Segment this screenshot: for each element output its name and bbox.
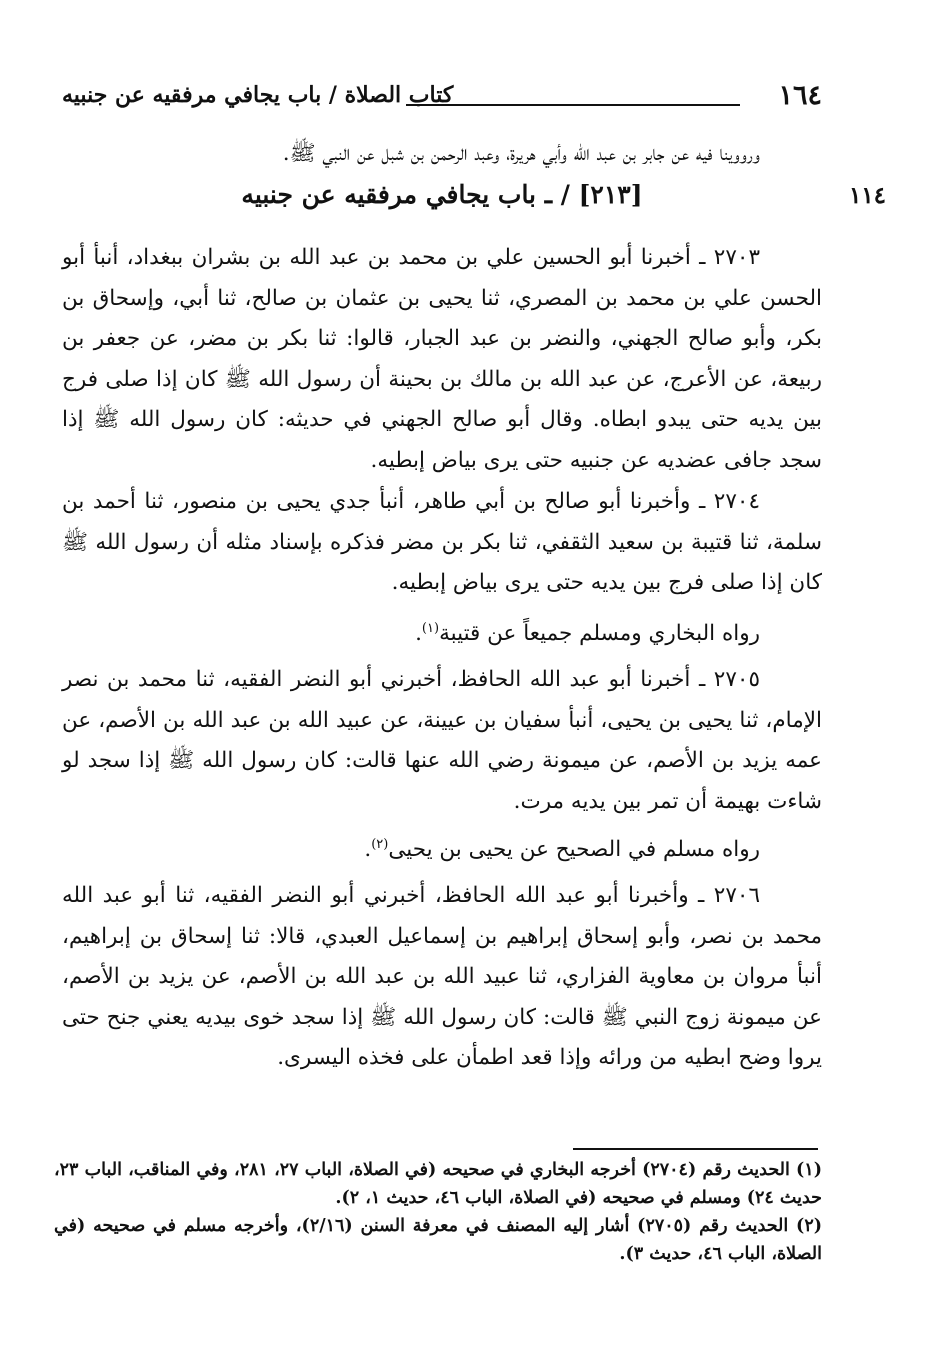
hadith-text: ٢٧٠٤ ـ وأخبرنا أبو صالح بن أبي طاهر، أنبأ جدي يحيى بن منصور، ثنا أحمد بن سلمة، ثنا قتيبة بن سعيد الثقفي، ثنا بكر بن مضر فذكره بإسناد مثله أن رسول الله ﷺ كان إذا صلى فرج بين يديه حتى يرى بياض إبطيه. [62,489,822,595]
hadith-text: ٢٧٠٦ ـ وأخبرنا أبو عبد الله الحافظ، أخبرني أبو النضر الفقيه، ثنا أبو عبد الله محمد بن نصر، وأبو إسحاق إبراهيم بن إسماعيل العبدي، قالا: ثنا إسحاق بن إبراهيم، أنبأ مروان بن معاوية الفزاري، ثنا عبيد الله بن عبد الله بن الأصم، عن يزيد بن الأصم، عن ميمونة زوج النبي ﷺ قالت: كان رسول الله ﷺ إذا سجد خوى بيديه يعني جنح حتى يروا وضح ابطيه من ورائه وإذا قعد اطمأن على فخذه اليسرى. [62,883,822,1070]
margin-number: ١١٤ [848,182,886,209]
narration-note [62,614,822,655]
footnote-2: (٢) الحديث رقم (٢٧٠٥) أشار إليه المصنف في معرفة السنن (٢/١٦)، وأخرجه مسلم في صحيحه (في الصلاة، الباب ٤٦، حديث ٣). [54,1216,822,1264]
running-title: كتاب الصلاة / باب يجافي مرفقيه عن جنبيه [62,82,454,108]
narration-tail: . [415,621,422,646]
narration-text: رواه مسلم في الصحيح عن يحيى بن يحيى [388,837,760,862]
narration-tail: . [364,837,372,862]
hadith-paragraph [62,660,822,822]
footnote-1: (١) الحديث رقم (٢٧٠٤) أخرجه البخاري في صحيحه (في الصلاة، الباب ٢٧، ٢٨١، وفي المناقب، الباب ٢٣، حديث ٢٤) ومسلم في صحيحه (في الصلاة، الباب ٤٦، حديث ١، ٢). [54,1160,822,1208]
intro-line: ورووينا فيه عن جابر بن عبد الله وأبي هريرة، وعبد الرحمن بن شبل عن النبي ﷺ. [282,141,760,166]
chapter-heading: [٢١٣] / ـ باب يجافي مرفقيه عن جنبيه [241,180,643,209]
footnote-marker: (١) [421,620,440,636]
hadith-paragraph [62,482,822,604]
page-number: ١٦٤ [778,80,822,111]
narration-text: رواه البخاري ومسلم جميعاً عن قتيبة [439,621,760,646]
hadith-text: ٢٧٠٣ ـ أخبرنا أبو الحسين علي بن محمد بن عبد الله بن بشران ببغداد، أنبأ أبو الحسن علي بن محمد بن المصري، ثنا يحيى بن عثمان بن صالح، ثنا أبي، وإسحاق بن بكر، وأبو صالح الجهني، والنضر بن عبد الجبار، قالوا: ثنا بكر بن مضر، عن جعفر بن ربيعة، عن الأعرج، عن عبد الله بن مالك بن بحينة أن رسول الله ﷺ كان إذا صلى فرج بين يديه حتى يبدو ابطاه. وقال أبو صالح الجهني في حديثه: كان رسول الله ﷺ إذا سجد جافى عضديه عن جنبيه حتى يرى بياض إبطيه. [62,245,822,473]
footnote-rule [573,1148,818,1150]
hadith-text: ٢٧٠٥ ـ أخبرنا أبو عبد الله الحافظ، أخبرني أبو النضر الفقيه، ثنا محمد بن نصر الإمام، ثنا يحيى بن يحيى، أنبأ سفيان بن عيينة، عن عبيد الله بن عبد الله بن الأصم، عن عمه يزيد بن الأصم، عن ميمونة رضي الله عنها قالت: كان رسول الله ﷺ إذا سجد لو شاءت بهيمة أن تمر بين يديه مرت. [62,667,822,814]
narration-note [62,830,822,871]
hadith-paragraph [62,238,822,481]
footnotes [54,1156,822,1268]
footnote-marker: (٢) [371,836,389,852]
header-rule [406,104,740,106]
running-header [62,80,822,114]
hadith-paragraph [62,876,822,1079]
